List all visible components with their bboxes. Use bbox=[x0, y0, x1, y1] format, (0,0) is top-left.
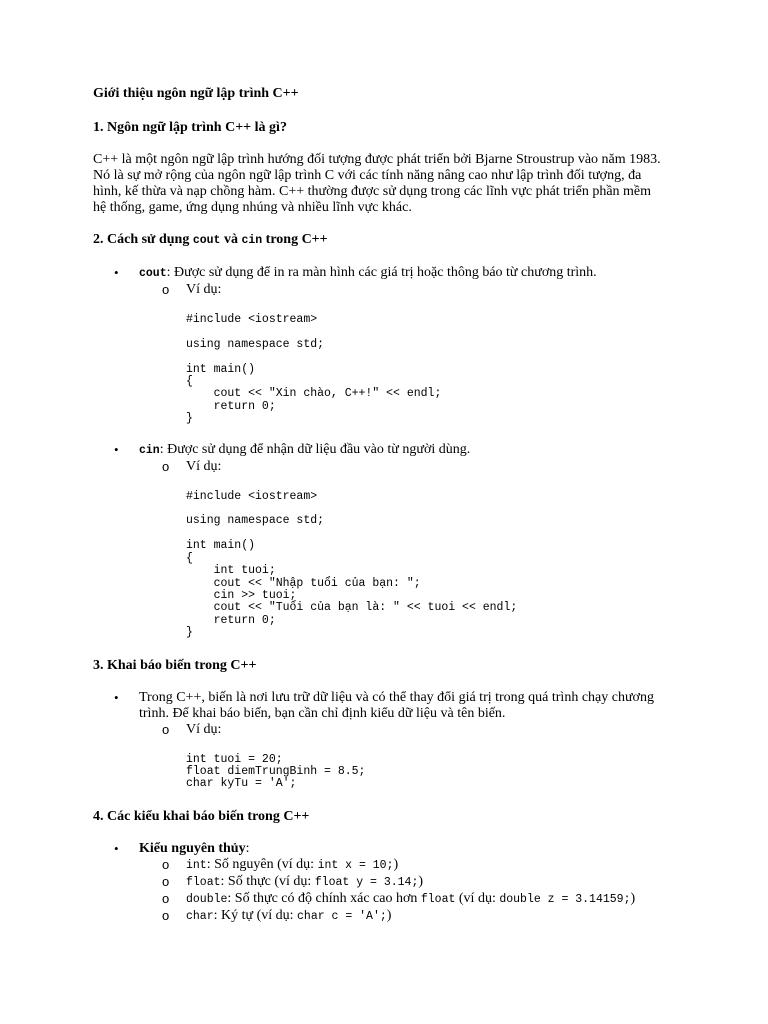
section-2-heading: 2. Cách sử dụng cout và cin trong C++ bbox=[93, 232, 328, 247]
list-item-cout bbox=[93, 265, 693, 282]
code-block-variables: int tuoi = 20; float diemTrungBinh = 8.5; char kyTu = 'A'; bbox=[186, 752, 366, 791]
disc-bullet: • bbox=[114, 441, 119, 457]
cout-list bbox=[93, 265, 693, 298]
cin-list bbox=[93, 442, 693, 475]
list-item-type-float: o float: Số thực (ví dụ: float y = 3.14;) bbox=[162, 873, 424, 889]
cin-description: : Được sử dụng để nhận dữ liệu đầu vào từ người dùng. bbox=[159, 441, 471, 457]
section-4-list bbox=[93, 841, 693, 925]
section-1-paragraph bbox=[93, 152, 693, 216]
list-item-variable: • Trong C++, biến là nơi lưu trữ dữ liệu và có thể thay đổi giá trị trong quá trình chạy chương trình. Để khai báo biến, bạn cần chỉ định kiểu dữ liệu và tên biến. bbox=[114, 689, 654, 721]
circle-bullet: o bbox=[162, 856, 170, 872]
section-3-heading: 3. Khai báo biến trong C++ bbox=[93, 657, 257, 673]
list-item-cout-example bbox=[93, 282, 693, 298]
example-label: Ví dụ: bbox=[186, 282, 222, 297]
cout-description: : Được sử dụng để in ra màn hình các giá trị hoặc thông báo từ chương trình. bbox=[166, 265, 597, 280]
disc-bullet: • bbox=[114, 689, 119, 705]
disc-bullet: • bbox=[114, 840, 119, 856]
circle-bullet: o bbox=[162, 873, 170, 889]
example-label: Ví dụ: bbox=[186, 721, 222, 737]
cout-term: cout bbox=[139, 267, 167, 280]
paragraph-line: hình, kế thừa và nạp chồng hàm. C++ thường được sử dụng trong các lĩnh vực phát triển phần mềm bbox=[93, 184, 652, 199]
paragraph-line: hệ thống, game, ứng dụng nhúng và nhiều lĩnh vực khác. bbox=[93, 200, 412, 215]
paragraph-line: C++ là một ngôn ngữ lập trình hướng đối tượng được phát triển bởi Bjarne Stroustrup vào năm 1983. bbox=[93, 152, 661, 167]
circle-bullet: o bbox=[162, 282, 170, 297]
list-item-variable-example bbox=[93, 722, 693, 738]
disc-bullet: • bbox=[114, 265, 119, 280]
code-block-cin: #include <iostream> using namespace std; int main() { int tuoi; cout << "Nhập tuổi của bạn: "; cin >> tuoi; cout << "Tuổi của bạn là: " << tuoi << endl; return 0; } bbox=[186, 489, 518, 640]
example-label: Ví dụ: bbox=[186, 458, 222, 474]
circle-bullet: o bbox=[162, 890, 170, 906]
section-3-list bbox=[93, 690, 693, 738]
list-item-cin bbox=[93, 442, 693, 459]
list-item-type-int: o int: Số nguyên (ví dụ: int x = 10;) bbox=[162, 856, 399, 872]
section-1-heading: 1. Ngôn ngữ lập trình C++ là gì? bbox=[93, 120, 287, 135]
document-page bbox=[93, 86, 693, 925]
circle-bullet: o bbox=[162, 721, 170, 737]
cin-term: cin bbox=[139, 443, 160, 457]
list-item-cin-example bbox=[93, 459, 693, 475]
code-block-cout: #include <iostream> using namespace std; int main() { cout << "Xin chào, C++!" << endl; return 0; } bbox=[186, 313, 442, 426]
list-item-type-double: o double: Số thực có độ chính xác cao hơn float (ví dụ: double z = 3.14159;) bbox=[162, 890, 636, 906]
circle-bullet: o bbox=[162, 458, 170, 474]
document-title: Giới thiệu ngôn ngữ lập trình C++ bbox=[93, 86, 299, 101]
paragraph-line: Nó là sự mở rộng của ngôn ngữ lập trình C với các tính năng nâng cao như lập trình đối tượng, đa bbox=[93, 168, 642, 183]
circle-bullet: o bbox=[162, 907, 170, 923]
list-item-type-char: o char: Ký tự (ví dụ: char c = 'A';) bbox=[162, 907, 392, 923]
list-item-primitive: • Kiểu nguyên thủy: bbox=[114, 840, 250, 856]
section-4-heading: 4. Các kiểu khai báo biến trong C++ bbox=[93, 808, 310, 824]
